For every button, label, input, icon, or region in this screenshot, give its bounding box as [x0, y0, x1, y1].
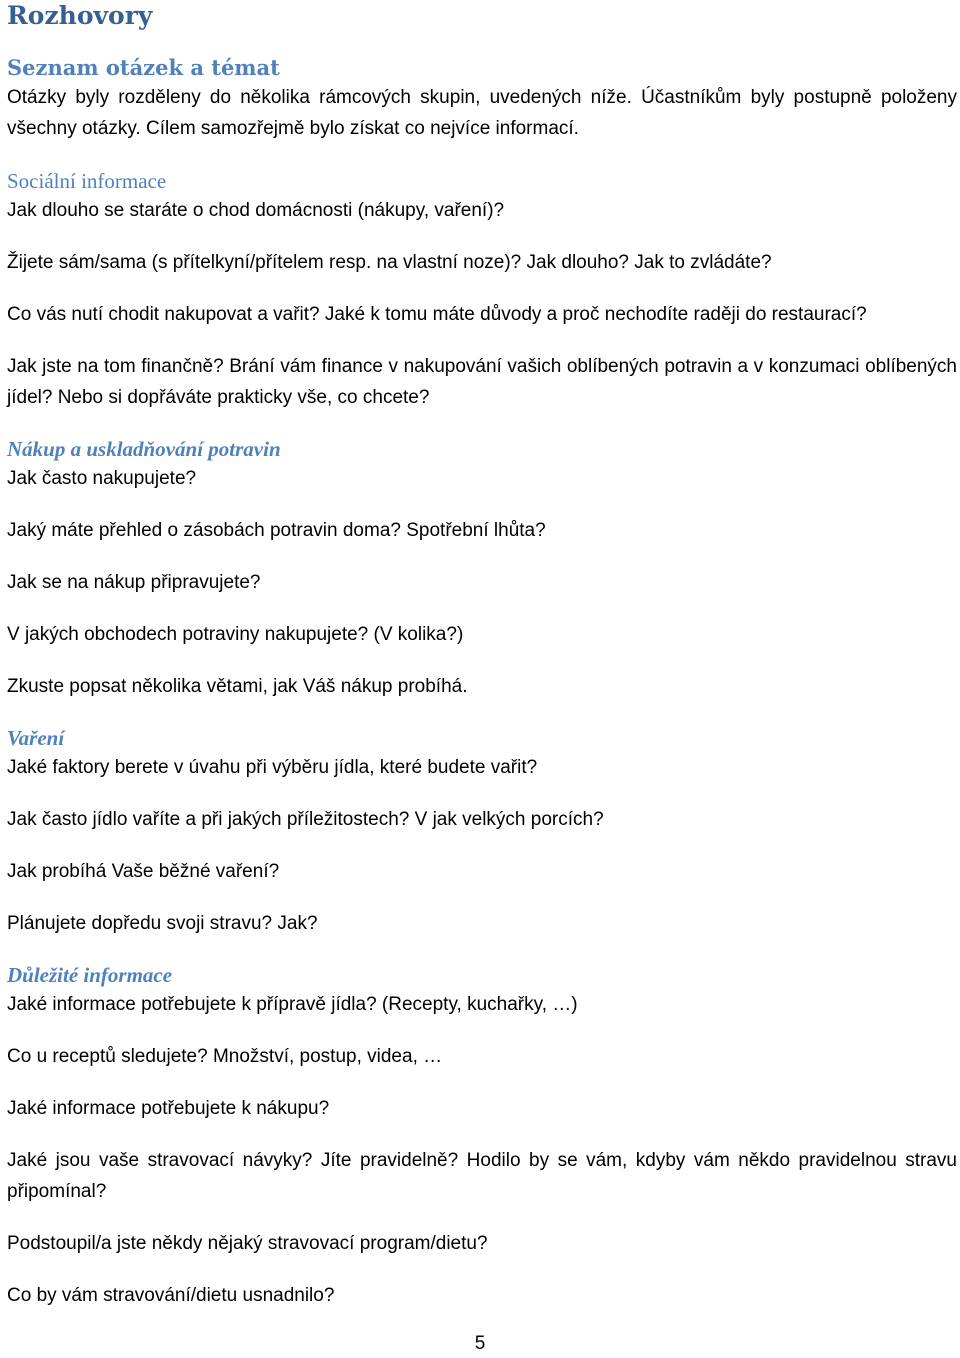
question: Jak probíhá Vaše běžné vaření? — [7, 861, 280, 882]
section-heading-cooking: Vaření — [7, 726, 65, 750]
question: Jak často jídlo vaříte a při jakých příležitostech? V jak velkých porcích? — [7, 809, 604, 830]
question: Co by vám stravování/dietu usnadnilo? — [7, 1285, 335, 1306]
question: Jaké informace potřebujete k přípravě jídla? (Recepty, kuchařky, …) — [7, 994, 578, 1015]
question: Jaké informace potřebujete k nákupu? — [7, 1098, 330, 1119]
question: Žijete sám/sama (s přítelkyní/přítelem resp. na vlastní noze)? Jak dlouho? Jak to zvládáte? — [7, 252, 772, 273]
question: Jak často nakupujete? — [7, 468, 197, 489]
section-heading-shopping: Nákup a uskladňování potravin — [7, 437, 281, 461]
page-number: 5 — [474, 1333, 486, 1354]
question: Jaký máte přehled o zásobách potravin doma? Spotřební lhůta? — [7, 520, 546, 541]
section-social — [7, 165, 957, 413]
document-page — [7, 0, 957, 1311]
question: Jaké faktory berete v úvahu při výběru jídla, které budete vařit? — [7, 757, 538, 778]
question: Jaké jsou vaše stravovací návyky? Jíte pravidelně? Hodilo by se vám, kdyby vám někdo pravidelnou stravu připomínal? — [7, 1150, 957, 1202]
section-shopping — [7, 433, 957, 702]
question: Jak jste na tom finančně? Brání vám finance v nakupování vašich oblíbených potravin a v konzumaci oblíbených jídel? Nebo si dopřáváte prakticky vše, co chcete? — [7, 356, 957, 408]
section-heading-social: Sociální informace — [7, 169, 167, 193]
question: Jak dlouho se staráte o chod domácnosti (nákupy, vaření)? — [7, 200, 505, 221]
section-cooking — [7, 722, 957, 939]
section-heading-important-info: Důležité informace — [7, 963, 173, 987]
question: Plánujete dopředu svoji stravu? Jak? — [7, 913, 318, 934]
section-intro — [7, 52, 957, 144]
question: Co vás nutí chodit nakupovat a vařit? Jaké k tomu máte důvody a proč nechodíte raději do restaurací? — [7, 304, 867, 325]
section-important-info — [7, 959, 957, 1311]
question: V jakých obchodech potraviny nakupujete? (V kolika?) — [7, 624, 464, 645]
section-heading-intro: Seznam otázek a témat — [7, 55, 280, 80]
question: Co u receptů sledujete? Množství, postup, videa, … — [7, 1046, 443, 1067]
question: Podstoupil/a jste někdy nějaký stravovací program/dietu? — [7, 1233, 488, 1254]
intro-paragraph: Otázky byly rozděleny do několika rámcových skupin, uvedených níže. Účastníkům byly postupně položeny všechny otázky. Cílem samozřejmě bylo získat co nejvíce informací. — [7, 87, 957, 139]
question: Jak se na nákup připravujete? — [7, 572, 261, 593]
page-title: Rozhovory — [7, 1, 153, 30]
question: Zkuste popsat několika větami, jak Váš nákup probíhá. — [7, 676, 468, 697]
